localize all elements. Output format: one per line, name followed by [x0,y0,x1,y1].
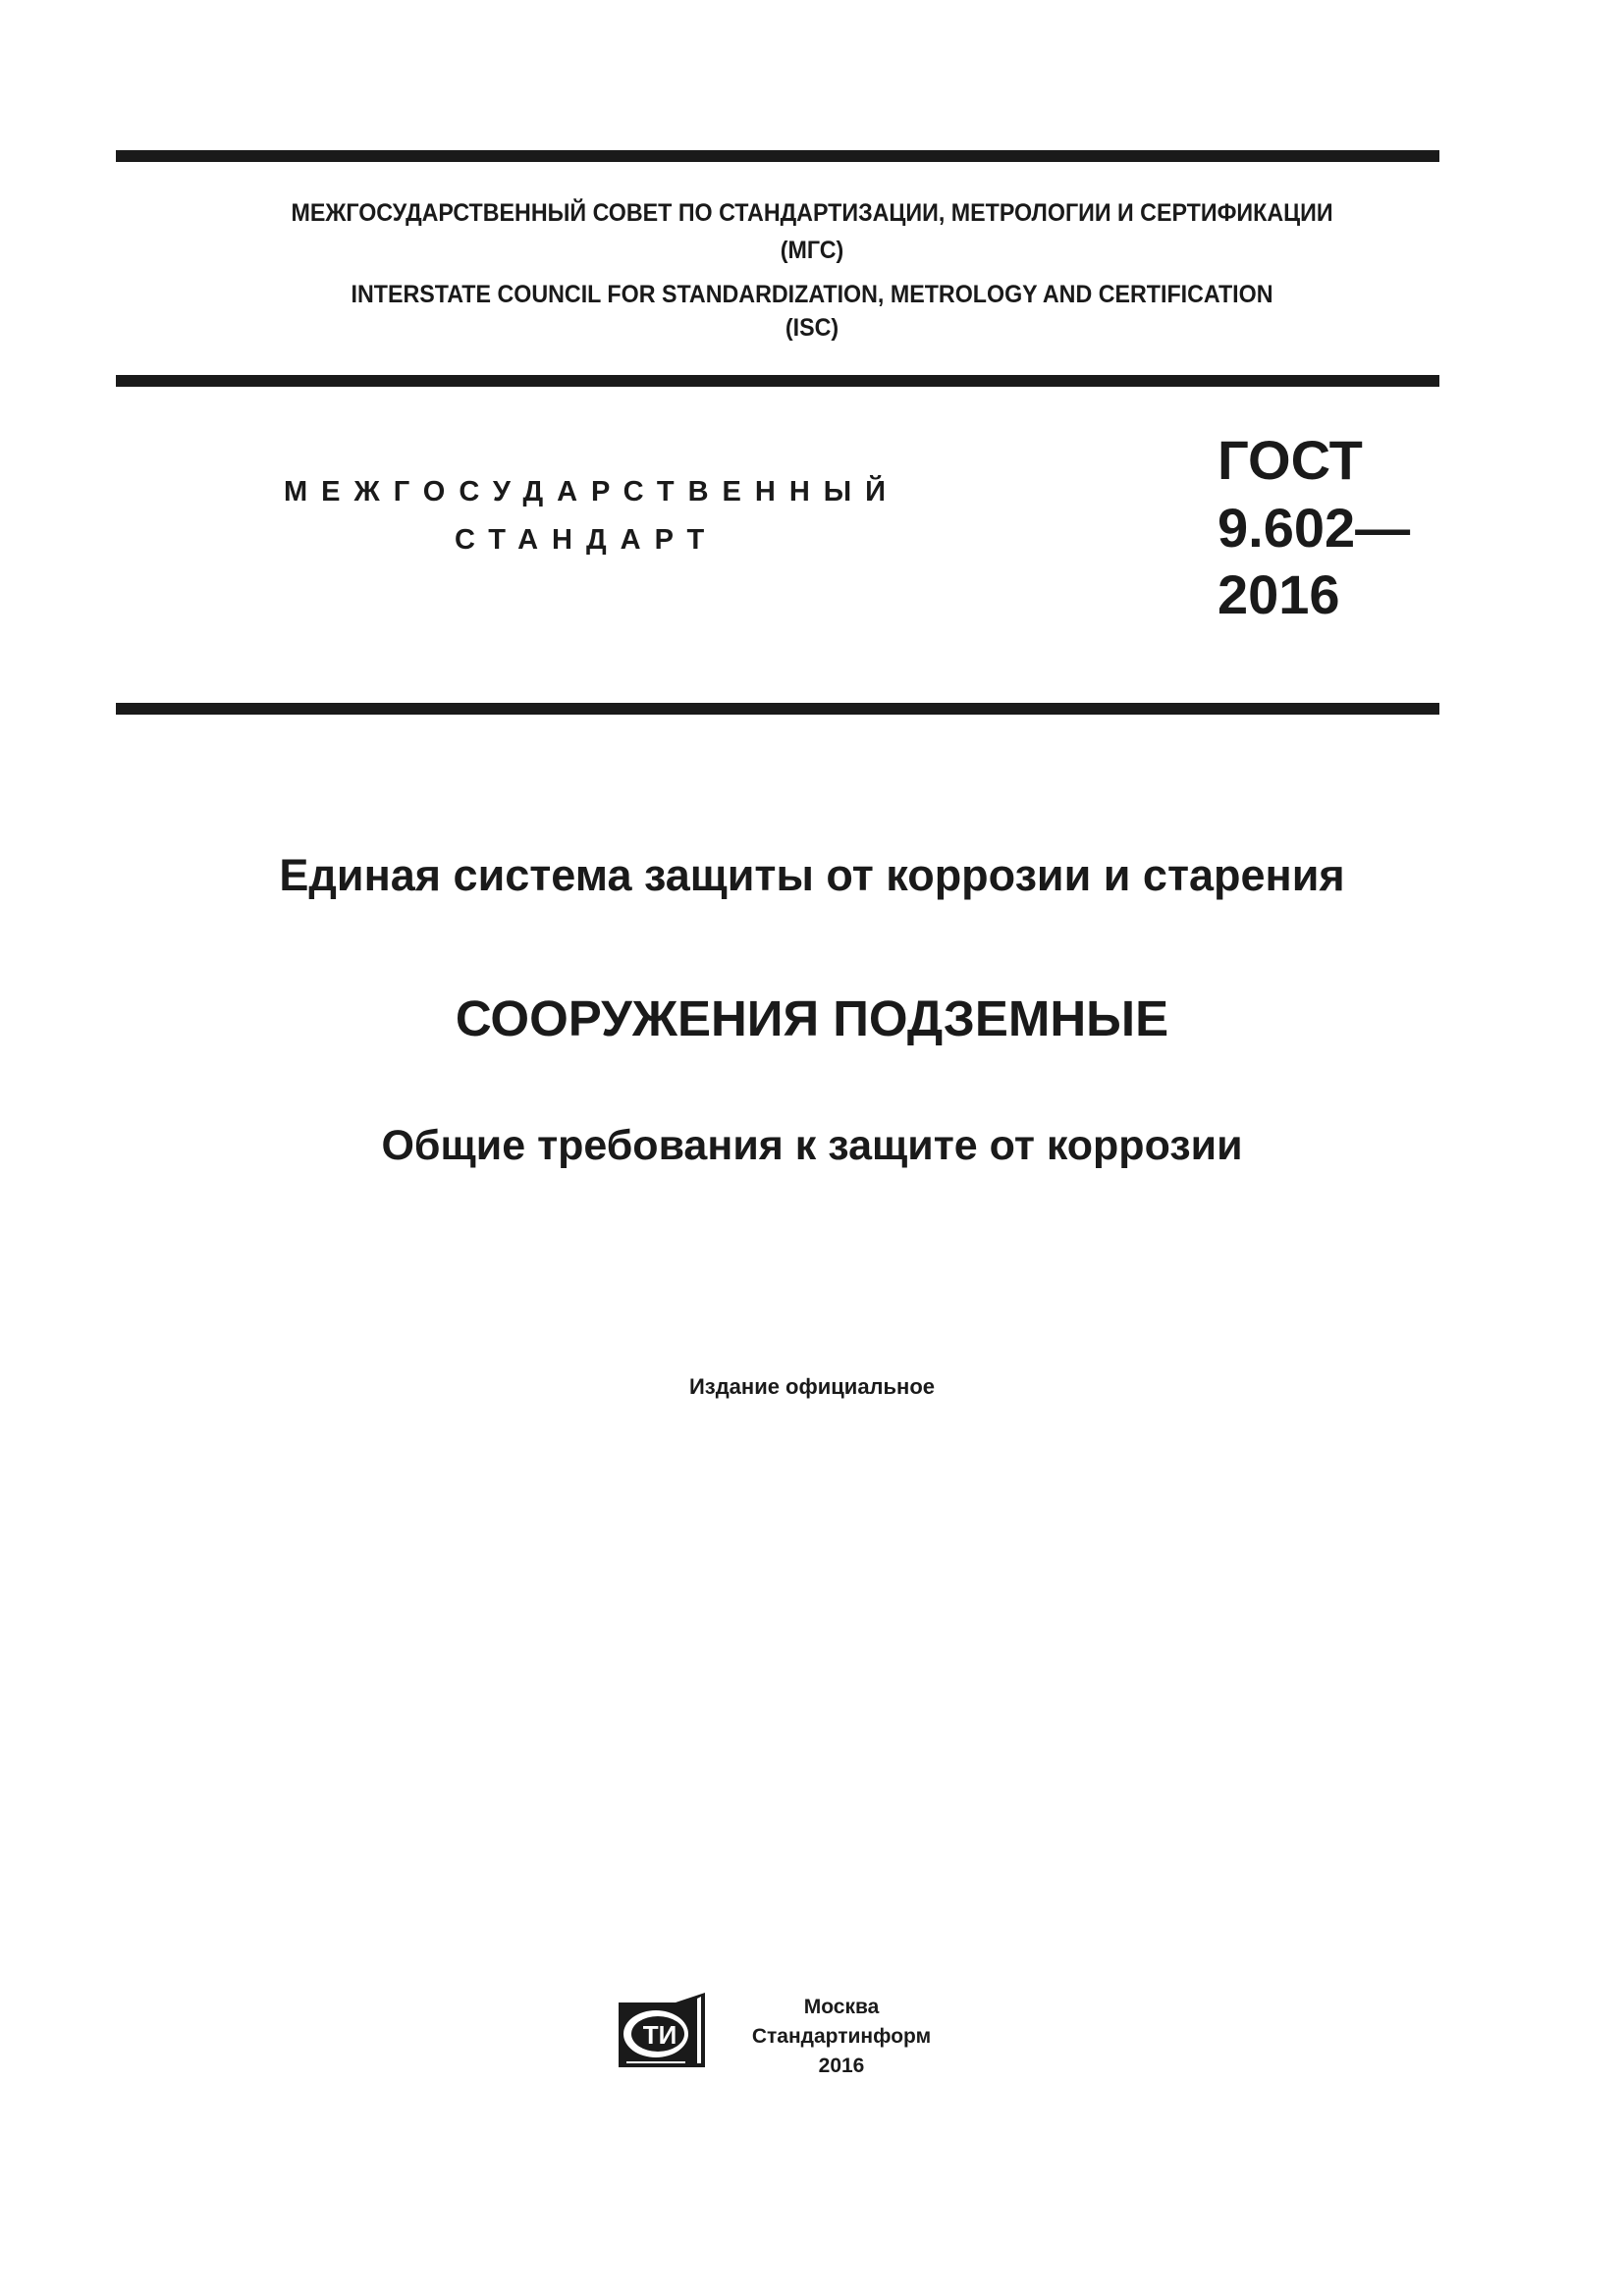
subtitle: Общие требования к защите от коррозии [381,1122,1243,1169]
top-rule [116,150,1439,162]
svg-text:ТИ: ТИ [642,2020,677,2050]
main-title: СООРУЖЕНИЯ ПОДЗЕМНЫЕ [455,990,1169,1046]
council-en-abbr: (ISC) [785,314,839,342]
edition-label: Издание официальное [688,1374,936,1399]
standard-type-line1: МЕЖГОСУДАРСТВЕННЫЙ [284,476,900,507]
publisher-name: Стандартинформ [751,2025,932,2048]
gost-label: ГОСТ [1218,429,1363,491]
gost-number: 9.602— [1218,497,1411,559]
title-rule [116,703,1439,715]
standartinform-logo-icon [617,1993,709,2071]
series-title: Единая система защиты от коррозии и старения [279,850,1345,900]
gost-year: 2016 [1218,563,1340,625]
header-rule [116,375,1439,387]
council-ru: МЕЖГОСУДАРСТВЕННЫЙ СОВЕТ ПО СТАНДАРТИЗАЦИИ, МЕТРОЛОГИИ И СЕРТИФИКАЦИИ [291,199,1333,227]
publisher-year: 2016 [818,2055,865,2077]
publisher-city: Москва [803,1996,880,2018]
publisher-logo [617,1993,709,2071]
standard-type-line2: СТАНДАРТ [455,524,719,556]
council-en: INTERSTATE COUNCIL FOR STANDARDIZATION, METROLOGY AND CERTIFICATION [351,281,1273,308]
council-ru-abbr: (МГС) [780,237,844,264]
